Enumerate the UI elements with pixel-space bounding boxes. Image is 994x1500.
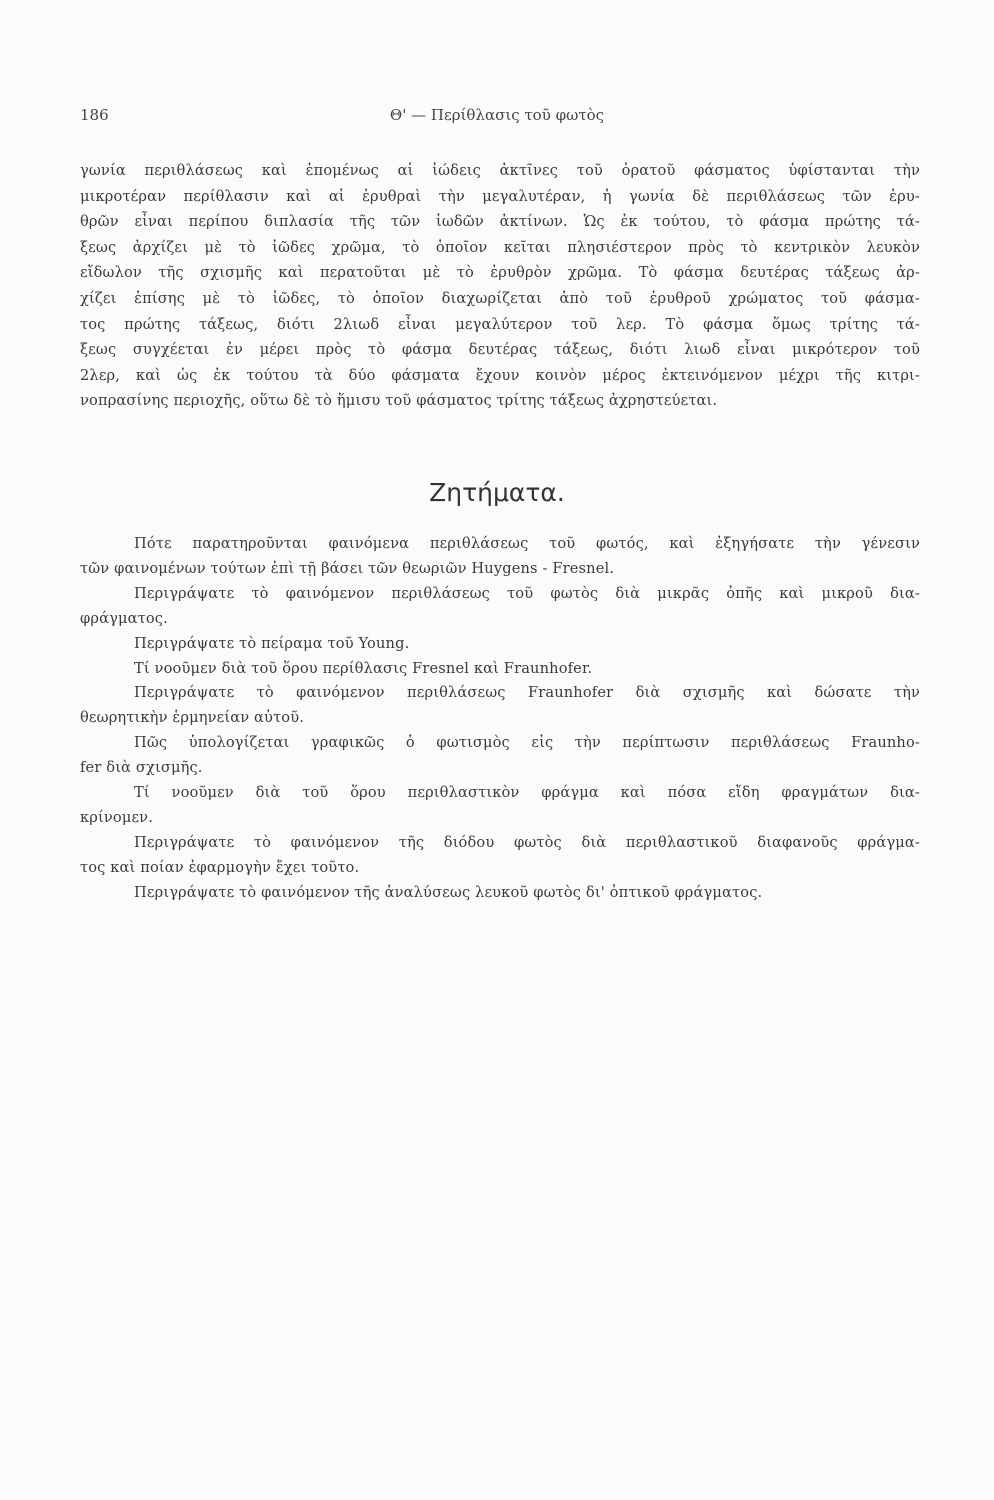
question-item: [80, 781, 920, 831]
text-line: τος πρώτης τάξεως, διότι 2λιωδ εἶναι μεγαλύτερον τοῦ λερ. Τὸ φάσμα ὅμως τρίτης τά-: [80, 315, 920, 333]
question-line: θεωρητικὴν ἑρμηνείαν αὐτοῦ.: [80, 709, 305, 727]
question-line: Περιγράψατε τὸ πείραμα τοῦ Young.: [134, 634, 410, 652]
body-paragraph: [80, 158, 920, 414]
question-item: [80, 657, 920, 682]
text-line: ξεως ἀρχίζει μὲ τὸ ἰῶδες χρῶμα, τὸ ὁποῖον κεῖται πλησιέστερον πρὸς τὸ κεντρικὸν λευκὸν: [80, 238, 920, 256]
text-line: χίζει ἐπίσης μὲ τὸ ἰῶδες, τὸ ὁποῖον διαχωρίζεται ἀπὸ τοῦ ἐρυθροῦ χρώματος τοῦ φάσμα-: [80, 289, 920, 307]
question-item: [80, 831, 920, 881]
question-item: [80, 731, 920, 781]
page-number: 186: [80, 106, 109, 124]
running-title: Θ' — Περίθλασις τοῦ φωτὸς: [389, 106, 605, 124]
question-item: [80, 881, 920, 906]
question-item: [80, 532, 920, 582]
question-line: Πότε παρατηροῦνται φαινόμενα περιθλάσεως τοῦ φωτός, καὶ ἐξηγήσατε τὴν γένεσιν: [134, 535, 920, 552]
question-line: Περιγράψατε τὸ φαινόμενον τῆς ἀναλύσεως λευκοῦ φωτὸς δι' ὀπτικοῦ φράγματος.: [134, 883, 763, 901]
question-line: Περιγράψατε τὸ φαινόμενον περιθλάσεως τοῦ φωτὸς διὰ μικρᾶς ὀπῆς καὶ μικροῦ δια-: [134, 584, 920, 602]
text-line: ξεως συγχέεται ἐν μέρει πρὸς τὸ φάσμα δευτέρας τάξεως, διότι λιωδ εἶναι μικρότερον τοῦ: [80, 341, 920, 359]
text-line: γωνία περιθλάσεως καὶ ἑπομένως αἱ ἰώδεις ἀκτῖνες τοῦ ὁρατοῦ φάσματος ὑφίστανται τὴν: [80, 162, 920, 179]
text-line: μικροτέραν περίθλασιν καὶ αἱ ἐρυθραὶ τὴν μεγαλυτέραν, ἡ γωνία δὲ περιθλάσεως τῶν ἐρυ-: [80, 187, 920, 205]
question-line: Περιγράψατε τὸ φαινόμενον τῆς διόδου φωτὸς διὰ περιθλαστικοῦ διαφανοῦς φράγμα-: [134, 833, 920, 851]
question-line: Πῶς ὑπολογίζεται γραφικῶς ὁ φωτισμὸς εἰς τὴν περίπτωσιν περιθλάσεως Fraunho-: [134, 734, 920, 752]
section-title: Ζητήματα.: [429, 478, 565, 507]
question-line: Περιγράψατε τὸ φαινόμενον περιθλάσεως Fraunhofer διὰ σχισμῆς καὶ δώσατε τὴν: [134, 684, 920, 702]
page-header: [80, 106, 914, 130]
text-line: θρῶν εἶναι περίπου διπλασία τῆς τῶν ἰωδῶν ἀκτίνων. Ὡς ἐκ τούτου, τὸ φάσμα πρώτης τά-: [80, 213, 920, 231]
question-line: fer διὰ σχισμῆς.: [80, 759, 203, 777]
question-item: [80, 681, 920, 731]
question-list: [80, 532, 920, 906]
text-line: 2λερ, καὶ ὡς ἐκ τούτου τὰ δύο φάσματα ἔχουν κοινὸν μέρος ἐκτεινόμενον μέχρι τῆς κιτρι-: [80, 366, 920, 384]
question-line: Τί νοοῦμεν διὰ τοῦ ὅρου περιθλαστικὸν φράγμα καὶ πόσα εἴδη φραγμάτων δια-: [134, 784, 920, 802]
question-line: φράγματος.: [80, 609, 168, 627]
text-line: νοπρασίνης περιοχῆς, οὕτω δὲ τὸ ἥμισυ τοῦ φάσματος τρίτης τάξεως ἀχρηστεύεται.: [80, 392, 718, 410]
question-item: [80, 582, 920, 632]
text-line: εἴδωλον τῆς σχισμῆς καὶ περατοῦται μὲ τὸ ἐρυθρὸν χρῶμα. Τὸ φάσμα δευτέρας τάξεως ἀρ-: [80, 264, 920, 282]
question-line: Τί νοοῦμεν διὰ τοῦ ὅρου περίθλασις Fresnel καὶ Fraunhofer.: [134, 659, 593, 677]
question-item: [80, 632, 920, 657]
question-line: κρίνομεν.: [80, 808, 153, 826]
question-line: τῶν φαινομένων τούτων ἐπὶ τῇ βάσει τῶν θεωριῶν Huygens - Fresnel.: [80, 559, 615, 577]
question-line: τος καὶ ποίαν ἐφαρμογὴν ἔχει τοῦτο.: [80, 858, 360, 876]
